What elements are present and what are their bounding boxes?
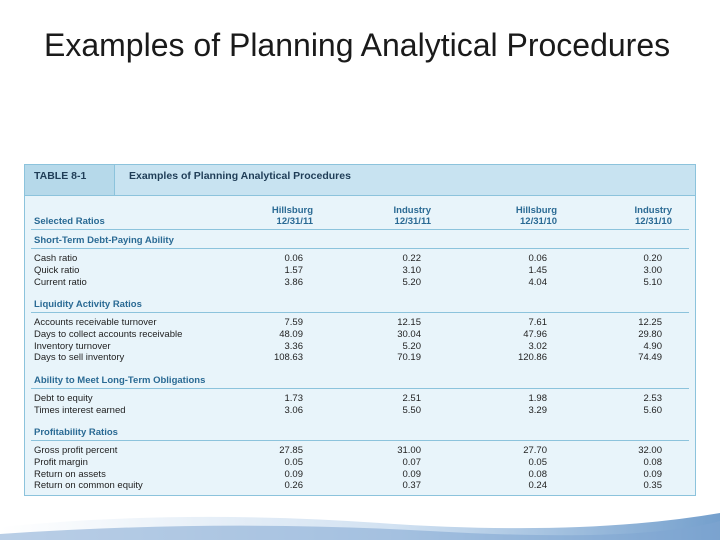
row-value: 2.53 [643, 393, 662, 404]
row-value: 0.22 [402, 253, 421, 264]
row-value: 0.09 [284, 468, 303, 480]
header-divider [31, 229, 689, 230]
row-value: 0.09 [402, 468, 421, 480]
row-value: 30.04 [397, 328, 421, 340]
row-value: 3.06 [284, 404, 303, 416]
column-header-industry-2011 [351, 205, 431, 227]
column-header-industry-2010 [592, 205, 672, 227]
row-value: 108.63 [273, 352, 303, 364]
row-value: 0.05 [528, 456, 547, 468]
row-value: 4.04 [528, 276, 547, 288]
row-value: 0.05 [284, 456, 303, 468]
row-value: 12.25 [638, 317, 662, 328]
row-value: 0.06 [284, 253, 303, 264]
row-value: 48.09 [279, 328, 303, 340]
row-value: 5.10 [643, 276, 662, 288]
table-row [25, 352, 695, 364]
row-value: 1.45 [528, 264, 547, 276]
table-row [25, 317, 695, 329]
column-header-name: Hillsburg [271, 205, 313, 216]
column-header-hillsburg-2011 [233, 205, 313, 227]
row-value: 12.15 [397, 317, 421, 328]
row-value: 4.90 [643, 340, 662, 352]
row-label: Return on common equity [34, 480, 143, 492]
row-label: Quick ratio [34, 264, 80, 276]
column-header-hillsburg-2010 [477, 205, 557, 227]
section-divider [31, 440, 689, 441]
row-value: 27.70 [523, 445, 547, 456]
row-value: 29.80 [638, 328, 662, 340]
row-value: 31.00 [397, 445, 421, 456]
row-label: Current ratio [34, 276, 87, 288]
row-label: Gross profit percent [34, 445, 118, 456]
row-label: Accounts receivable turnover [34, 317, 157, 328]
table-row [25, 277, 695, 289]
section-heading: Ability to Meet Long-Term Obligations [34, 375, 206, 386]
row-value: 5.60 [643, 404, 662, 416]
column-header-date: 12/31/11 [394, 216, 431, 227]
row-value: 1.98 [528, 393, 547, 404]
column-header-date: 12/31/11 [276, 216, 313, 227]
row-label: Profit margin [34, 456, 88, 468]
row-value: 0.07 [402, 456, 421, 468]
row-label: Inventory turnover [34, 340, 111, 352]
section-heading: Short-Term Debt-Paying Ability [34, 235, 174, 246]
table-row [25, 341, 695, 353]
row-label: Times interest earned [34, 404, 126, 416]
ratio-table [24, 164, 696, 496]
row-value: 0.06 [528, 253, 547, 264]
row-value: 74.49 [638, 352, 662, 364]
section-heading: Profitability Ratios [34, 427, 118, 438]
section-divider [31, 312, 689, 313]
table-caption: Examples of Planning Analytical Procedures [129, 170, 351, 182]
row-value: 2.51 [402, 393, 421, 404]
row-value: 3.02 [528, 340, 547, 352]
row-value: 0.08 [528, 468, 547, 480]
row-value: 0.24 [528, 480, 547, 492]
row-value: 3.36 [284, 340, 303, 352]
section-heading: Liquidity Activity Ratios [34, 299, 142, 310]
row-value: 5.20 [402, 340, 421, 352]
table-row [25, 393, 695, 405]
row-value: 0.26 [284, 480, 303, 492]
column-header-name: Industry [393, 205, 431, 216]
row-label: Days to collect accounts receivable [34, 328, 183, 340]
row-value: 0.35 [643, 480, 662, 492]
row-value: 3.29 [528, 404, 547, 416]
row-label: Debt to equity [34, 393, 93, 404]
row-value: 47.96 [523, 328, 547, 340]
row-value: 7.59 [284, 317, 303, 328]
footer-wave-decoration [0, 507, 720, 540]
row-value: 5.20 [402, 276, 421, 288]
table-row [25, 480, 695, 492]
table-row [25, 405, 695, 417]
table-row [25, 445, 695, 457]
row-value: 70.19 [397, 352, 421, 364]
row-label: Cash ratio [34, 253, 78, 264]
row-value: 7.61 [528, 317, 547, 328]
table-row [25, 329, 695, 341]
row-value: 1.73 [284, 393, 303, 404]
column-header-name: Hillsburg [515, 205, 557, 216]
column-header-date: 12/31/10 [635, 216, 672, 227]
table-label: TABLE 8-1 [25, 165, 115, 195]
table-row [25, 469, 695, 481]
row-value: 0.09 [643, 468, 662, 480]
section-divider [31, 388, 689, 389]
row-value: 27.85 [279, 445, 303, 456]
section-divider [31, 248, 689, 249]
row-value: 5.50 [402, 404, 421, 416]
row-value: 1.57 [284, 264, 303, 276]
column-header-name: Industry [634, 205, 672, 216]
row-value: 3.10 [402, 264, 421, 276]
row-label: Return on assets [34, 468, 106, 480]
column-header-date: 12/31/10 [520, 216, 557, 227]
selected-ratios-header: Selected Ratios [34, 216, 105, 227]
table-row [25, 253, 695, 265]
row-value: 3.00 [643, 264, 662, 276]
row-value: 120.86 [517, 352, 547, 364]
table-row [25, 457, 695, 469]
row-value: 32.00 [638, 445, 662, 456]
table-row [25, 265, 695, 277]
table-header-band [25, 165, 695, 196]
row-value: 3.86 [284, 276, 303, 288]
row-value: 0.20 [643, 253, 662, 264]
row-label: Days to sell inventory [34, 352, 125, 364]
row-value: 0.08 [643, 456, 662, 468]
slide-title: Examples of Planning Analytical Procedures [44, 27, 671, 63]
row-value: 0.37 [402, 480, 421, 492]
